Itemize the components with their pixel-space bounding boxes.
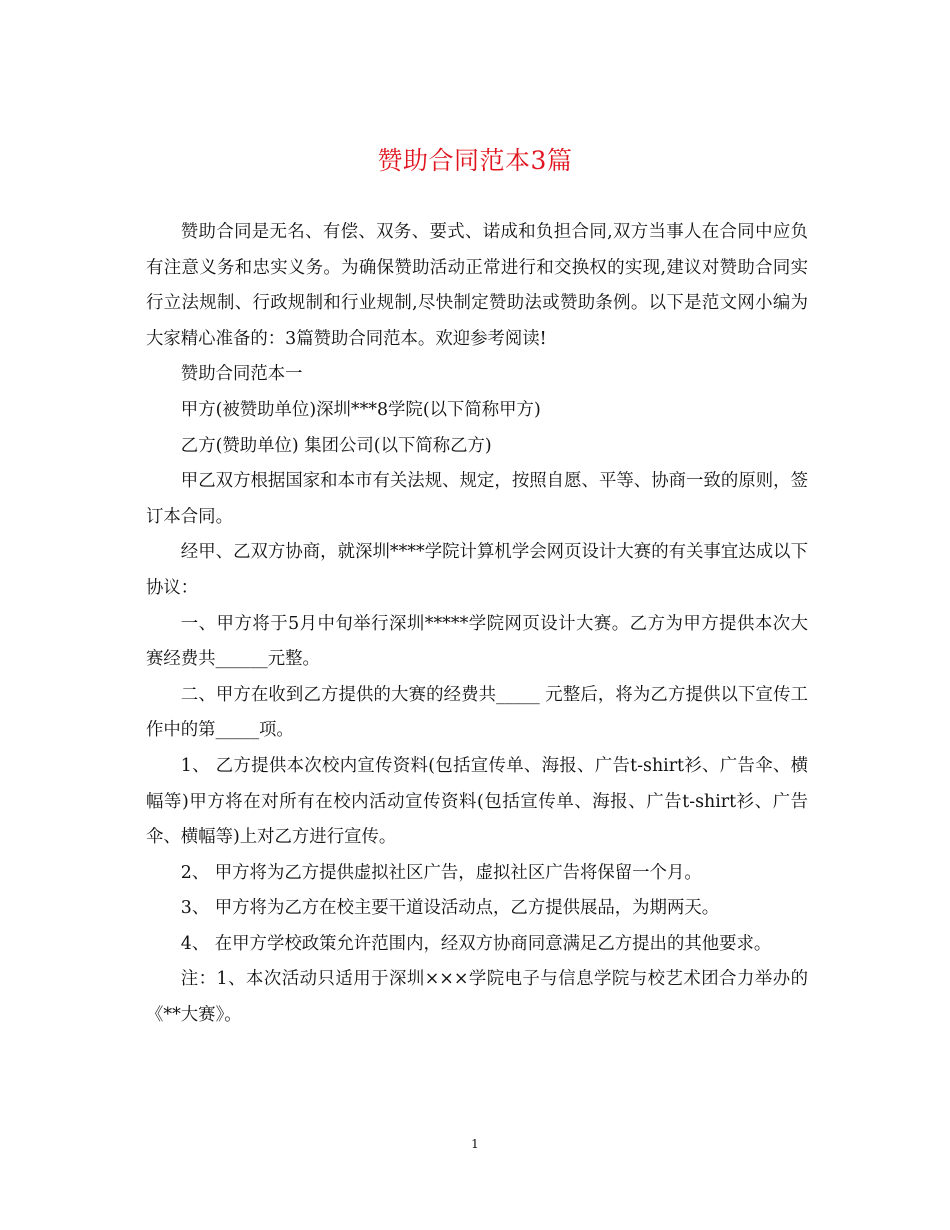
paragraph-clause-1: 一、甲方将于5月中旬举行深圳*****学院网页设计大赛。乙方为甲方提供本次大赛经费共______元整。: [146, 613, 808, 670]
paragraph-section-heading: 赞助合同范本一: [180, 364, 303, 385]
page-number: 1: [471, 1137, 479, 1151]
paragraph-party-a: 甲方(被赞助单位)深圳***8学院(以下简称甲方): [180, 399, 541, 420]
paragraph-negotiation: 经甲、乙双方协商，就深圳****学院计算机学会网页设计大赛的有关事宜达成以下协议：: [146, 542, 808, 598]
paragraph-item-1: 1、 乙方提供本次校内宣传资料(包括宣传单、海报、广告t-shirt衫、广告伞、横幅等)甲方将在对所有在校内活动宣传资料(包括宣传单、海报、广告t-shirt衫、广告伞、横幅等)上对乙方进行宣传。: [146, 755, 808, 848]
paragraph-item-4: 4、 在甲方学校政策允许范围内，经双方协商同意满足乙方提出的其他要求。: [180, 933, 772, 954]
paragraph-party-b: 乙方(赞助单位) 集团公司(以下简称乙方): [180, 435, 492, 456]
paragraph-intro: 赞助合同是无名、有偿、双务、要式、诺成和负担合同,双方当事人在合同中应负有注意义务和忠实义务。为确保赞助活动正常进行和交换权的实现,建议对赞助合同实行立法规制、行政规制和行业规制,尽快制定赞助法或赞助条例。以下是范文网小编为大家精心准备的：3篇赞助合同范本。欢迎参考阅读!: [146, 222, 808, 349]
document-body: [146, 215, 808, 1034]
paragraph-item-3: 3、 甲方将为乙方在校主要干道设活动点，乙方提供展品，为期两天。: [180, 898, 720, 919]
paragraph-agreement-basis: 甲乙双方根据国家和本市有关法规、规定，按照自愿、平等、协商一致的原则，签订本合同。: [146, 471, 808, 527]
paragraph-item-2: 2、 甲方将为乙方提供虚拟社区广告，虚拟社区广告将保留一个月。: [180, 862, 702, 883]
document-title: 赞助合同范本3篇: [377, 146, 573, 175]
paragraph-note: 注：1、本次活动只适用于深圳×××学院电子与信息学院与校艺术团合力举办的《**大赛》。: [146, 969, 808, 1026]
paragraph-clause-2: 二、甲方在收到乙方提供的大赛的经费共_____ 元整后，将为乙方提供以下宣传工作中的第_____项。: [146, 684, 808, 741]
